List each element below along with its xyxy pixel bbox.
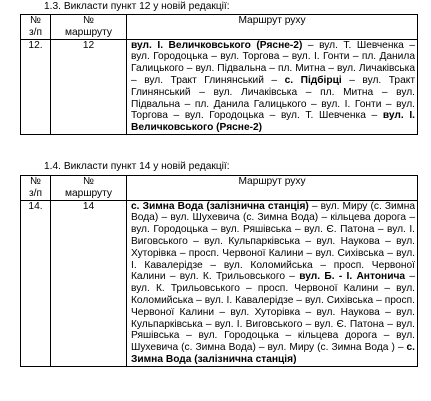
header-index-line1: № bbox=[30, 176, 41, 187]
route-segment: – вул. Т. Шевченка – вул. Городоцька – вул. Торгова – вул. І. Гонти – пл. Данила Галицького – вул. Підвальна – пл. Митна – вул. Личаківська – вул. Тракт Глинянський – bbox=[131, 39, 415, 86]
header-route-number-line1: № bbox=[83, 15, 94, 26]
route-segment: с. Зимна Вода (залізнична станція) bbox=[131, 342, 415, 365]
row-index: 12. bbox=[21, 39, 51, 134]
header-index-line2: з/п bbox=[28, 187, 43, 199]
table-header-row bbox=[21, 15, 418, 40]
route-segment: вул. І. Величковського (Рясне-2) bbox=[131, 39, 303, 51]
header-route-path: Маршрут руху bbox=[127, 176, 418, 201]
route-table-12 bbox=[20, 14, 418, 135]
header-route-number-line1: № bbox=[83, 176, 94, 187]
section-title-2: 1.4. Викласти пункт 14 у новій редакції: bbox=[44, 161, 230, 172]
row-route-path bbox=[127, 200, 418, 366]
route-segment: с. Зимна Вода (залізнична станція) bbox=[131, 200, 309, 212]
route-segment: – вул. Миру (с. Зимна Вода) – вул. Шухевича (с. Зимна Вода) – кільцева дорога – вул. Городоцька – вул. Ряшівська – вул. Є. Патона – вул. І. Виговського – вул. Кульпарківська – вул. Наукова – вул. Хуторівка – просп. Червоної Калини – вул. Сихівська – вул. І. Кавалерідзе – вул. Коломийська – просп. Червоної Калини – вул. К. Трильовського – bbox=[131, 200, 415, 283]
row-route-number: 14 bbox=[51, 200, 127, 366]
row-index: 14. bbox=[21, 200, 51, 366]
header-index bbox=[21, 15, 51, 40]
header-index-line1: № bbox=[30, 15, 41, 26]
row-route-path bbox=[127, 39, 418, 134]
route-segment: с. Підбірці bbox=[284, 74, 342, 86]
table-row bbox=[21, 200, 418, 366]
header-route-path: Маршрут руху bbox=[127, 15, 418, 40]
header-route-number-line2: маршруту bbox=[64, 187, 113, 199]
route-segment: вул. Б. - І. Антонича bbox=[299, 271, 406, 283]
header-route-number-line2: маршруту bbox=[64, 26, 113, 38]
route-segment: – вул. Тракт Глинянський – вул. Личаківська – пл. Митна – вул. Підвальна – пл. Данила Галицького – вул. І. Гонти – вул. Торгова – вул. Городоцька – вул. Т. Шевченка – bbox=[131, 74, 416, 122]
route-segment: вул. І. Величковського (Рясне-2) bbox=[131, 110, 415, 134]
row-route-number: 12 bbox=[51, 39, 127, 134]
route-table-14 bbox=[20, 175, 418, 367]
header-index bbox=[21, 176, 51, 201]
header-route-number bbox=[51, 15, 127, 40]
table-header-row bbox=[21, 176, 418, 201]
header-route-number bbox=[51, 176, 127, 201]
route-segment: – вул. К. Трильовського – просп. Червоної Калини – вул. Коломийська – вул. І. Кавалерідзе – вул. Сихівська – просп. Червоної Калини – вул. Хуторівка – вул. Наукова – вул. Кульпарківська – вул. І. Виговського – вул. Є. Патона – вул. Ряшівська – вул. Городоцька – кільцева дорога – вул. Шухевича (с. Зимна Вода) – вул. Миру (с. Зимна Вода ) – bbox=[131, 271, 416, 354]
section-title-1: 1.3. Викласти пункт 12 у новій редакції: bbox=[44, 1, 230, 12]
table-row bbox=[21, 39, 418, 134]
header-index-line2: з/п bbox=[28, 26, 43, 38]
